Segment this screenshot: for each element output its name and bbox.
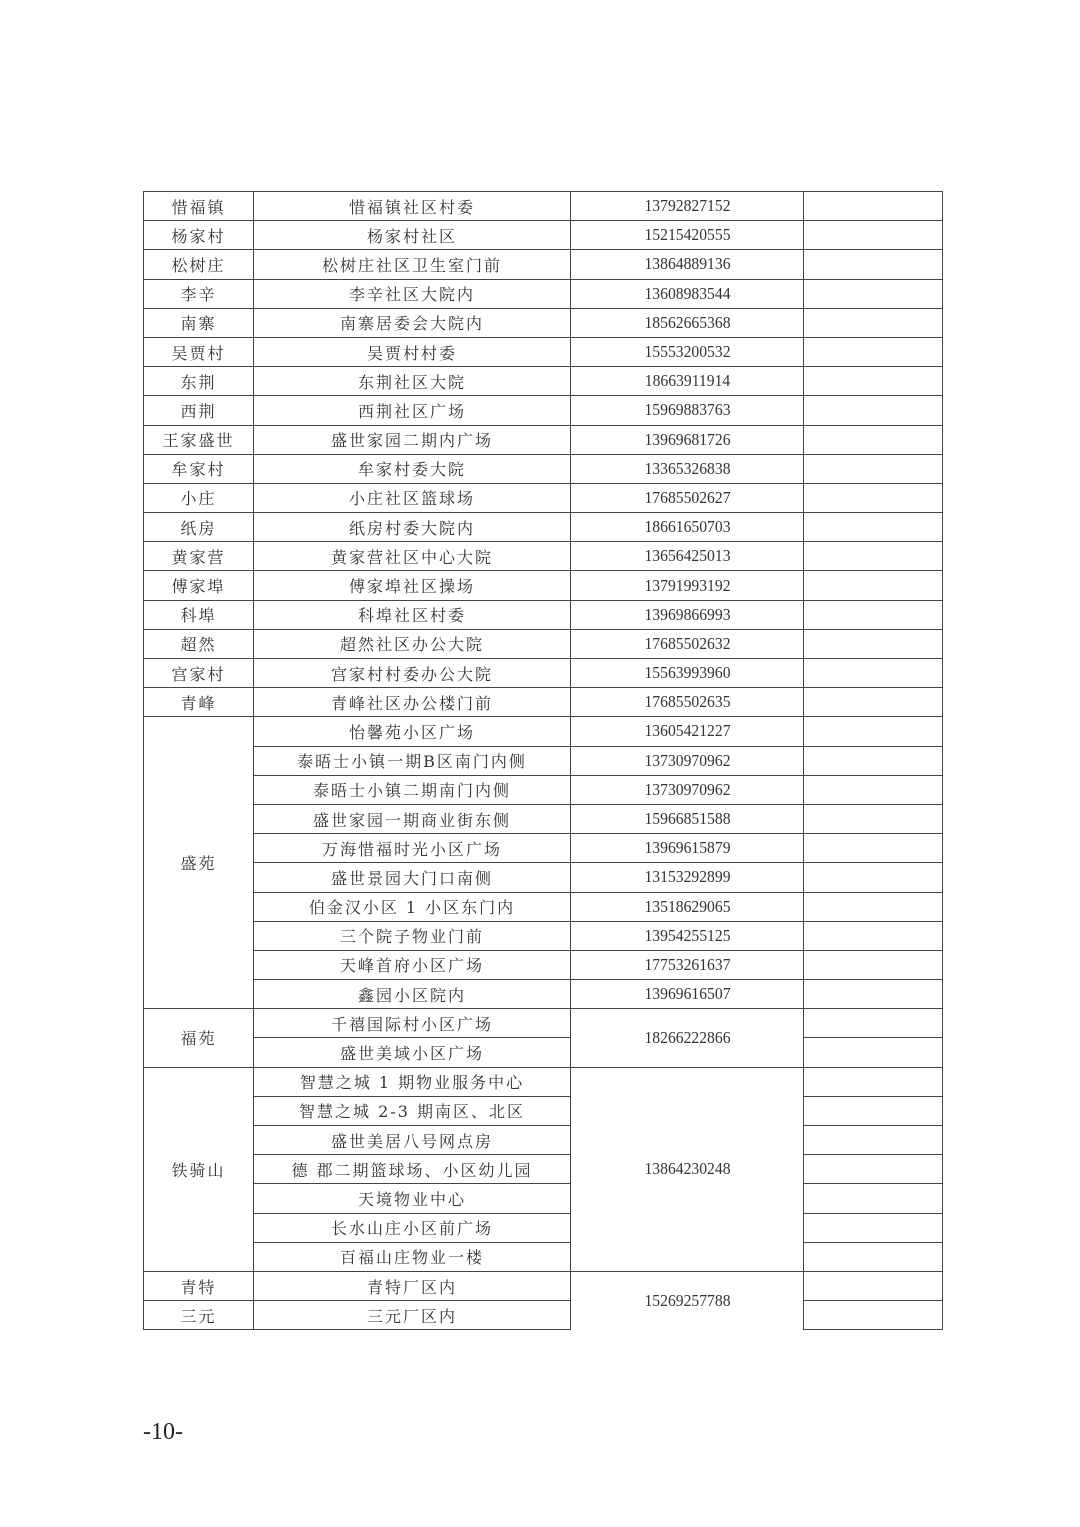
phone-cell: 13605421227 <box>580 717 794 746</box>
remarks-cell <box>804 1126 943 1155</box>
remarks-cell <box>804 1213 943 1242</box>
phone-cell: 13954255125 <box>580 921 794 950</box>
remarks-cell <box>804 950 943 979</box>
phone-cell: 15269257788 <box>580 1271 794 1329</box>
table-row <box>144 367 943 396</box>
town-cell: 松树庄 <box>144 250 254 279</box>
location-cell: 科埠社区村委 <box>254 600 571 629</box>
phone-cell: 13730970962 <box>580 775 794 804</box>
phone-cell: 13791993192 <box>580 571 794 600</box>
location-cell: 盛世美居八号网点房 <box>254 1126 571 1155</box>
table-row <box>144 629 943 658</box>
table-row <box>144 600 943 629</box>
table-row <box>144 1242 943 1271</box>
town-cell: 惜福镇 <box>144 192 254 221</box>
remarks-cell <box>804 250 943 279</box>
town-cell: 吴贾村 <box>144 337 254 366</box>
table-row <box>144 1155 943 1184</box>
phone-cell: 13730970962 <box>580 746 794 775</box>
table-row <box>144 804 943 833</box>
table-row <box>144 279 943 308</box>
table-row <box>144 221 943 250</box>
phone-cell: 13969615879 <box>580 834 794 863</box>
location-cell: 天峰首府小区广场 <box>254 950 571 979</box>
phone-cell: 15215420555 <box>580 221 794 250</box>
remarks-cell <box>804 513 943 542</box>
remarks-cell <box>804 892 943 921</box>
phone-cell: 13518629065 <box>580 892 794 921</box>
table-row <box>144 1038 943 1067</box>
table-row <box>144 250 943 279</box>
table-row <box>144 659 943 688</box>
phone-cell: 17753261637 <box>580 950 794 979</box>
phone-cell: 13792827152 <box>580 192 794 221</box>
location-cell: 百福山庄物业一楼 <box>254 1242 571 1271</box>
remarks-cell <box>804 688 943 717</box>
table-row <box>144 688 943 717</box>
remarks-cell <box>804 980 943 1009</box>
phone-cell: 17685502635 <box>580 688 794 717</box>
table-row <box>144 980 943 1009</box>
location-cell: 李辛社区大院内 <box>254 279 571 308</box>
table-row <box>144 775 943 804</box>
town-cell: 南寨 <box>144 308 254 337</box>
location-cell: 盛世家园二期内广场 <box>254 425 571 454</box>
town-cell: 超然 <box>144 629 254 658</box>
town-cell: 小庄 <box>144 483 254 512</box>
phone-cell: 13969616507 <box>580 980 794 1009</box>
table-row <box>144 921 943 950</box>
town-cell: 黄家营 <box>144 542 254 571</box>
location-cell: 小庄社区篮球场 <box>254 483 571 512</box>
table-row <box>144 425 943 454</box>
remarks-cell <box>804 396 943 425</box>
remarks-cell <box>804 834 943 863</box>
location-cell: 智慧之城 2-3 期南区、北区 <box>254 1096 571 1125</box>
phone-cell: 13969866993 <box>580 600 794 629</box>
location-cell: 东荆社区大院 <box>254 367 571 396</box>
location-cell: 纸房村委大院内 <box>254 513 571 542</box>
location-cell: 青峰社区办公楼门前 <box>254 688 571 717</box>
table-row <box>144 454 943 483</box>
table-row <box>144 1213 943 1242</box>
town-cell: 东荆 <box>144 367 254 396</box>
location-cell: 盛世景园大门口南侧 <box>254 863 571 892</box>
location-cell: 三元厂区内 <box>254 1301 571 1330</box>
remarks-cell <box>804 1096 943 1125</box>
remarks-cell <box>804 337 943 366</box>
phone-cell: 17685502627 <box>580 483 794 512</box>
location-cell: 千禧国际村小区广场 <box>254 1009 571 1038</box>
table-row <box>144 1301 943 1330</box>
table-row <box>144 1009 943 1038</box>
remarks-cell <box>804 308 943 337</box>
town-cell: 西荆 <box>144 396 254 425</box>
location-cell: 超然社区办公大院 <box>254 629 571 658</box>
location-cell: 青特厂区内 <box>254 1271 571 1300</box>
town-cell: 盛苑 <box>144 717 254 1009</box>
table-row <box>144 1184 943 1213</box>
remarks-cell <box>804 863 943 892</box>
remarks-cell <box>804 775 943 804</box>
distribution-points-table <box>143 191 943 1330</box>
location-cell: 泰晤士小镇一期B区南门内侧 <box>254 746 571 775</box>
remarks-cell <box>804 1242 943 1271</box>
table-row <box>144 571 943 600</box>
remarks-cell <box>804 717 943 746</box>
remarks-cell <box>804 192 943 221</box>
table-row <box>144 1067 943 1096</box>
location-cell: 长水山庄小区前广场 <box>254 1213 571 1242</box>
table-row <box>144 1126 943 1155</box>
location-cell: 惜福镇社区村委 <box>254 192 571 221</box>
table-row <box>144 192 943 221</box>
phone-cell: 13153292899 <box>580 863 794 892</box>
location-cell: 黄家营社区中心大院 <box>254 542 571 571</box>
location-cell: 杨家村社区 <box>254 221 571 250</box>
phone-cell: 13656425013 <box>580 542 794 571</box>
remarks-cell <box>804 483 943 512</box>
phone-cell: 13969681726 <box>580 425 794 454</box>
table-row <box>144 337 943 366</box>
location-cell: 三个院子物业门前 <box>254 921 571 950</box>
location-cell: 宫家村村委办公大院 <box>254 659 571 688</box>
table-row <box>144 1096 943 1125</box>
remarks-cell <box>804 1155 943 1184</box>
town-cell: 福苑 <box>144 1009 254 1067</box>
remarks-cell <box>804 571 943 600</box>
location-cell: 吴贾村村委 <box>254 337 571 366</box>
location-cell: 鑫园小区院内 <box>254 980 571 1009</box>
location-cell: 盛世美域小区广场 <box>254 1038 571 1067</box>
table-row <box>144 542 943 571</box>
remarks-cell <box>804 629 943 658</box>
remarks-cell <box>804 1184 943 1213</box>
location-cell: 牟家村委大院 <box>254 454 571 483</box>
phone-cell: 18266222866 <box>580 1009 794 1067</box>
location-cell: 西荆社区广场 <box>254 396 571 425</box>
location-cell: 盛世家园一期商业街东侧 <box>254 804 571 833</box>
phone-cell: 17685502632 <box>580 629 794 658</box>
location-cell: 天境物业中心 <box>254 1184 571 1213</box>
remarks-cell <box>804 600 943 629</box>
location-cell: 松树庄社区卫生室门前 <box>254 250 571 279</box>
location-cell: 傅家埠社区操场 <box>254 571 571 600</box>
phone-cell: 13864889136 <box>580 250 794 279</box>
phone-cell: 18562665368 <box>580 308 794 337</box>
remarks-cell <box>804 425 943 454</box>
table-row <box>144 396 943 425</box>
location-cell: 伯金汉小区 1 小区东门内 <box>254 892 571 921</box>
table-row <box>144 746 943 775</box>
town-cell: 宫家村 <box>144 659 254 688</box>
remarks-cell <box>804 1301 943 1330</box>
location-cell: 南寨居委会大院内 <box>254 308 571 337</box>
phone-cell: 13608983544 <box>580 279 794 308</box>
phone-cell: 15563993960 <box>580 659 794 688</box>
remarks-cell <box>804 804 943 833</box>
remarks-cell <box>804 746 943 775</box>
remarks-cell <box>804 1038 943 1067</box>
table-row <box>144 863 943 892</box>
phone-cell: 13864230248 <box>580 1067 794 1271</box>
phone-cell: 13365326838 <box>580 454 794 483</box>
remarks-cell <box>804 367 943 396</box>
table-row <box>144 1271 943 1300</box>
town-cell: 王家盛世 <box>144 425 254 454</box>
town-cell: 科埠 <box>144 600 254 629</box>
town-cell: 青特 <box>144 1271 254 1300</box>
phone-cell: 15553200532 <box>580 337 794 366</box>
table-row <box>144 717 943 746</box>
town-cell: 李辛 <box>144 279 254 308</box>
phone-cell: 15966851588 <box>580 804 794 833</box>
table-row <box>144 950 943 979</box>
table-row <box>144 513 943 542</box>
table-row <box>144 892 943 921</box>
town-cell: 青峰 <box>144 688 254 717</box>
phone-cell: 15969883763 <box>580 396 794 425</box>
location-cell: 泰晤士小镇二期南门内侧 <box>254 775 571 804</box>
remarks-cell <box>804 454 943 483</box>
table-row <box>144 308 943 337</box>
remarks-cell <box>804 542 943 571</box>
town-cell: 傅家埠 <box>144 571 254 600</box>
remarks-cell <box>804 1271 943 1300</box>
location-cell: 怡馨苑小区广场 <box>254 717 571 746</box>
town-cell: 纸房 <box>144 513 254 542</box>
town-cell: 杨家村 <box>144 221 254 250</box>
remarks-cell <box>804 659 943 688</box>
page-number: -10- <box>143 1419 183 1445</box>
location-cell: 万海惜福时光小区广场 <box>254 834 571 863</box>
town-cell: 牟家村 <box>144 454 254 483</box>
remarks-cell <box>804 221 943 250</box>
phone-cell: 18661650703 <box>580 513 794 542</box>
phone-cell: 18663911914 <box>580 367 794 396</box>
location-cell: 德 郡二期篮球场、小区幼儿园 <box>254 1155 571 1184</box>
table-row <box>144 834 943 863</box>
town-cell: 三元 <box>144 1301 254 1330</box>
remarks-cell <box>804 1009 943 1038</box>
location-cell: 智慧之城 1 期物业服务中心 <box>254 1067 571 1096</box>
remarks-cell <box>804 921 943 950</box>
town-cell: 铁骑山 <box>144 1067 254 1271</box>
remarks-cell <box>804 1067 943 1096</box>
table-row <box>144 483 943 512</box>
remarks-cell <box>804 279 943 308</box>
